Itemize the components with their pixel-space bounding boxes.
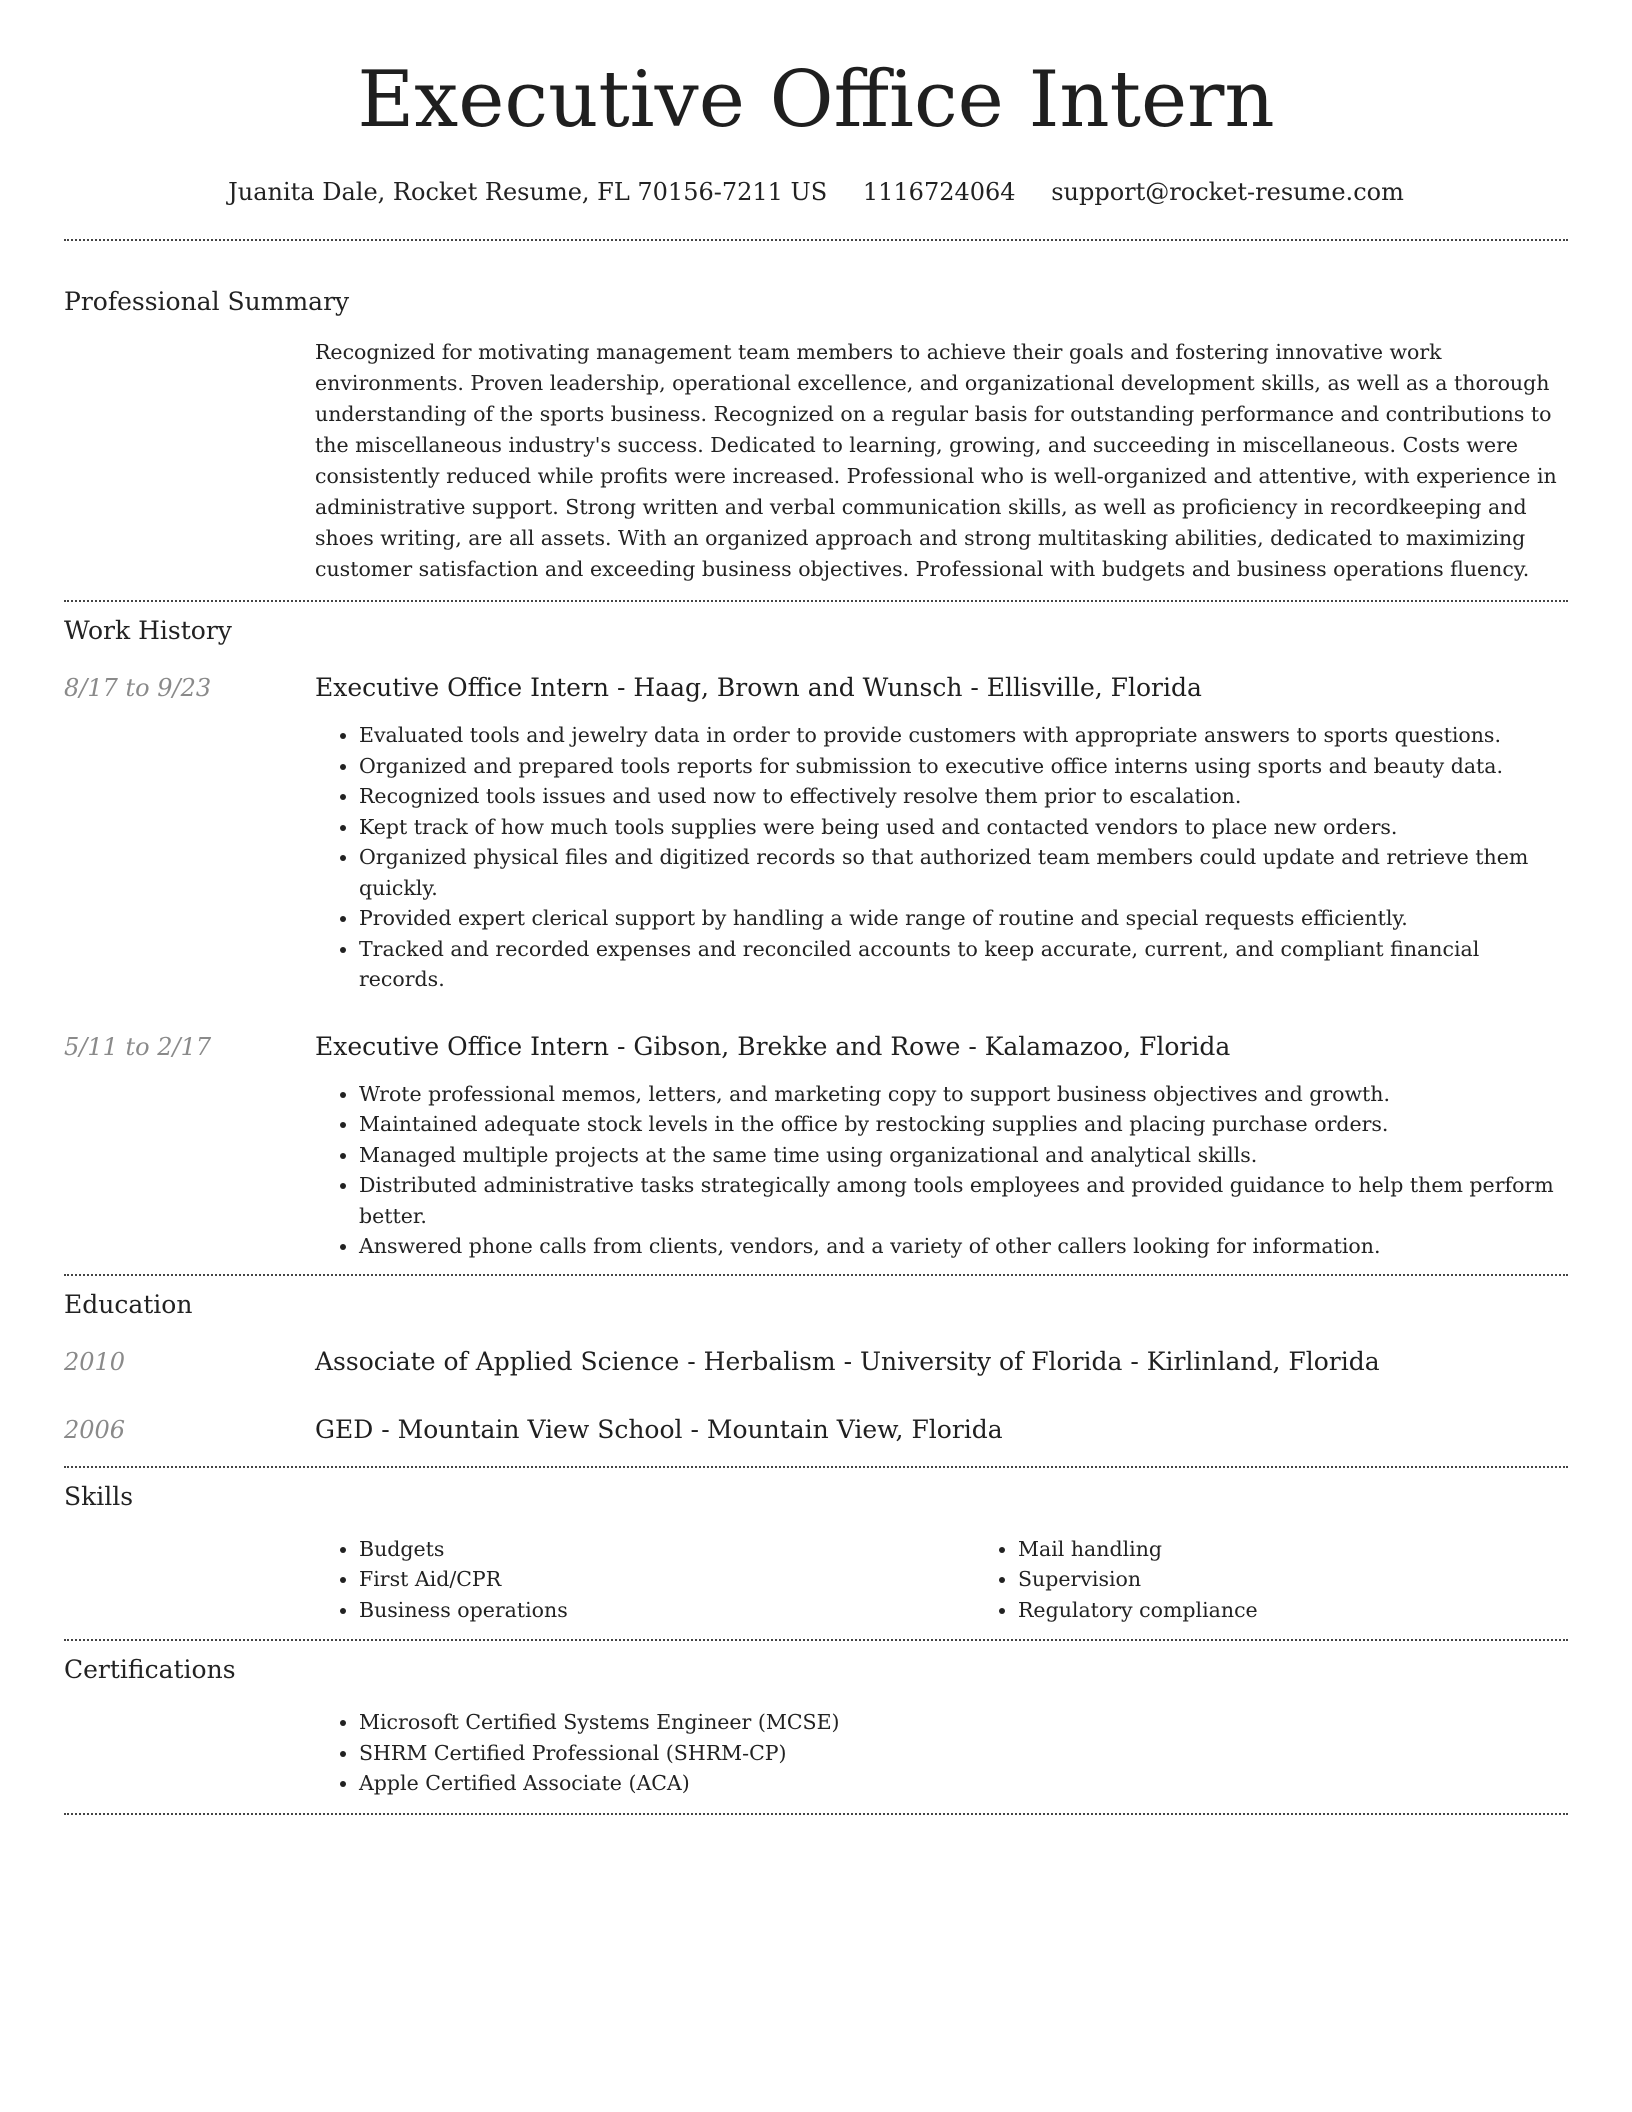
- skills-list-left: [315, 1534, 974, 1626]
- list-item: • Managed multiple projects at the same time using organizational and analytical skills.: [359, 1140, 1568, 1171]
- list-item: • Business operations: [359, 1595, 974, 1626]
- list-item: • Tracked and recorded expenses and reconciled accounts to keep accurate, current, and compliant financial records.: [359, 934, 1568, 995]
- list-item: • First Aid/CPR: [359, 1564, 974, 1595]
- list-item: • Maintained adequate stock levels in the office by restocking supplies and placing purchase orders.: [359, 1109, 1568, 1140]
- certifications-section: [64, 1641, 1568, 1799]
- list-item: • Wrote professional memos, letters, and marketing copy to support business objectives and growth.: [359, 1079, 1568, 1110]
- section-divider: [64, 1813, 1568, 1815]
- education-heading-text: Associate of Applied Science - Herbalism - University of Florida - Kirlinland, Florida: [315, 1346, 1380, 1376]
- list-item: • Recognized tools issues and used now to effectively resolve them prior to escalation.: [359, 781, 1568, 812]
- list-item: • Regulatory compliance: [1018, 1595, 1632, 1626]
- work-history-heading: Work History: [64, 616, 232, 645]
- resume-header: [64, 0, 1568, 208]
- list-item: • Mail handling: [1018, 1534, 1632, 1565]
- education-year: 2010: [64, 1347, 126, 1376]
- education-section: [64, 1276, 1568, 1446]
- list-item: • Supervision: [1018, 1564, 1632, 1595]
- skills-heading: Skills: [64, 1481, 134, 1511]
- contact-address: Juanita Dale, Rocket Resume, FL 70156-7211 US: [228, 178, 828, 206]
- list-item: • Microsoft Certified Systems Engineer (MCSE): [359, 1707, 1568, 1738]
- list-item: • Budgets: [359, 1534, 974, 1565]
- certifications-heading: Certifications: [64, 1655, 236, 1684]
- job-heading: Executive Office Intern - Haag, Brown and Wunsch - Ellisville, Florida: [315, 673, 1202, 702]
- job-heading: Executive Office Intern - Gibson, Brekke and Rowe - Kalamazoo, Florida: [315, 1031, 1231, 1061]
- education-heading-text: GED - Mountain View School - Mountain View, Florida: [315, 1414, 1003, 1444]
- contact-phone: 1116724064: [862, 178, 1016, 206]
- contact-line: [64, 176, 1568, 208]
- list-item: • Answered phone calls from clients, vendors, and a variety of other callers looking for information.: [359, 1231, 1568, 1262]
- list-item: • Distributed administrative tasks strategically among tools employees and provided guidance to help them perform better.: [359, 1170, 1568, 1231]
- resume-title: Executive Office Intern: [357, 55, 1275, 145]
- skills-list-right: [974, 1534, 1632, 1626]
- list-item: • SHRM Certified Professional (SHRM-CP): [359, 1738, 1568, 1769]
- job-bullets: [315, 1079, 1568, 1262]
- education-entry: [64, 1346, 1568, 1378]
- job-dates: 8/17 to 9/23: [64, 674, 212, 702]
- list-item: • Organized and prepared tools reports for submission to executive office interns using sports and beauty data.: [359, 751, 1568, 782]
- work-history-section: [64, 602, 1568, 1262]
- list-item: • Kept track of how much tools supplies were being used and contacted vendors to place new orders.: [359, 812, 1568, 843]
- job-entry: [64, 1031, 1568, 1262]
- summary-text: Recognized for motivating management team members to achieve their goals and fostering innovative work environments. Proven leadership, operational excellence, and organizational development skills, as well as a thorough understanding of the sports business. Recognized on a regular basis for outstanding performance and contributions to the miscellaneous industry's success. Dedicated to learning, growing, and succeeding in miscellaneous. Costs were consistently reduced while profits were increased. Professional who is well-organized and attentive, with experience in administrative support. Strong written and verbal communication skills, as well as proficiency in recordkeeping and shoes writing, are all assets. With an organized approach and strong multitasking abilities, dedicated to maximizing customer satisfaction and exceeding business objectives. Professional with budgets and business operations fluency.: [315, 340, 1557, 581]
- education-year: 2006: [64, 1415, 126, 1444]
- skills-section: [64, 1468, 1568, 1626]
- education-heading: Education: [64, 1289, 193, 1319]
- list-item: • Evaluated tools and jewelry data in order to provide customers with appropriate answers to sports questions.: [359, 720, 1568, 751]
- education-entry: [64, 1414, 1568, 1446]
- certifications-list: [315, 1707, 1568, 1799]
- contact-email: support@rocket-resume.com: [1051, 178, 1404, 206]
- summary-section: [64, 241, 1568, 585]
- list-item: • Apple Certified Associate (ACA): [359, 1768, 1568, 1799]
- job-entry: [64, 672, 1568, 995]
- list-item: • Provided expert clerical support by handling a wide range of routine and special requests efficiently.: [359, 903, 1568, 934]
- job-bullets: [315, 720, 1568, 995]
- list-item: • Organized physical files and digitized records so that authorized team members could update and retrieve them quickly.: [359, 842, 1568, 903]
- summary-heading: Professional Summary: [64, 287, 350, 316]
- job-dates: 5/11 to 2/17: [64, 1032, 212, 1061]
